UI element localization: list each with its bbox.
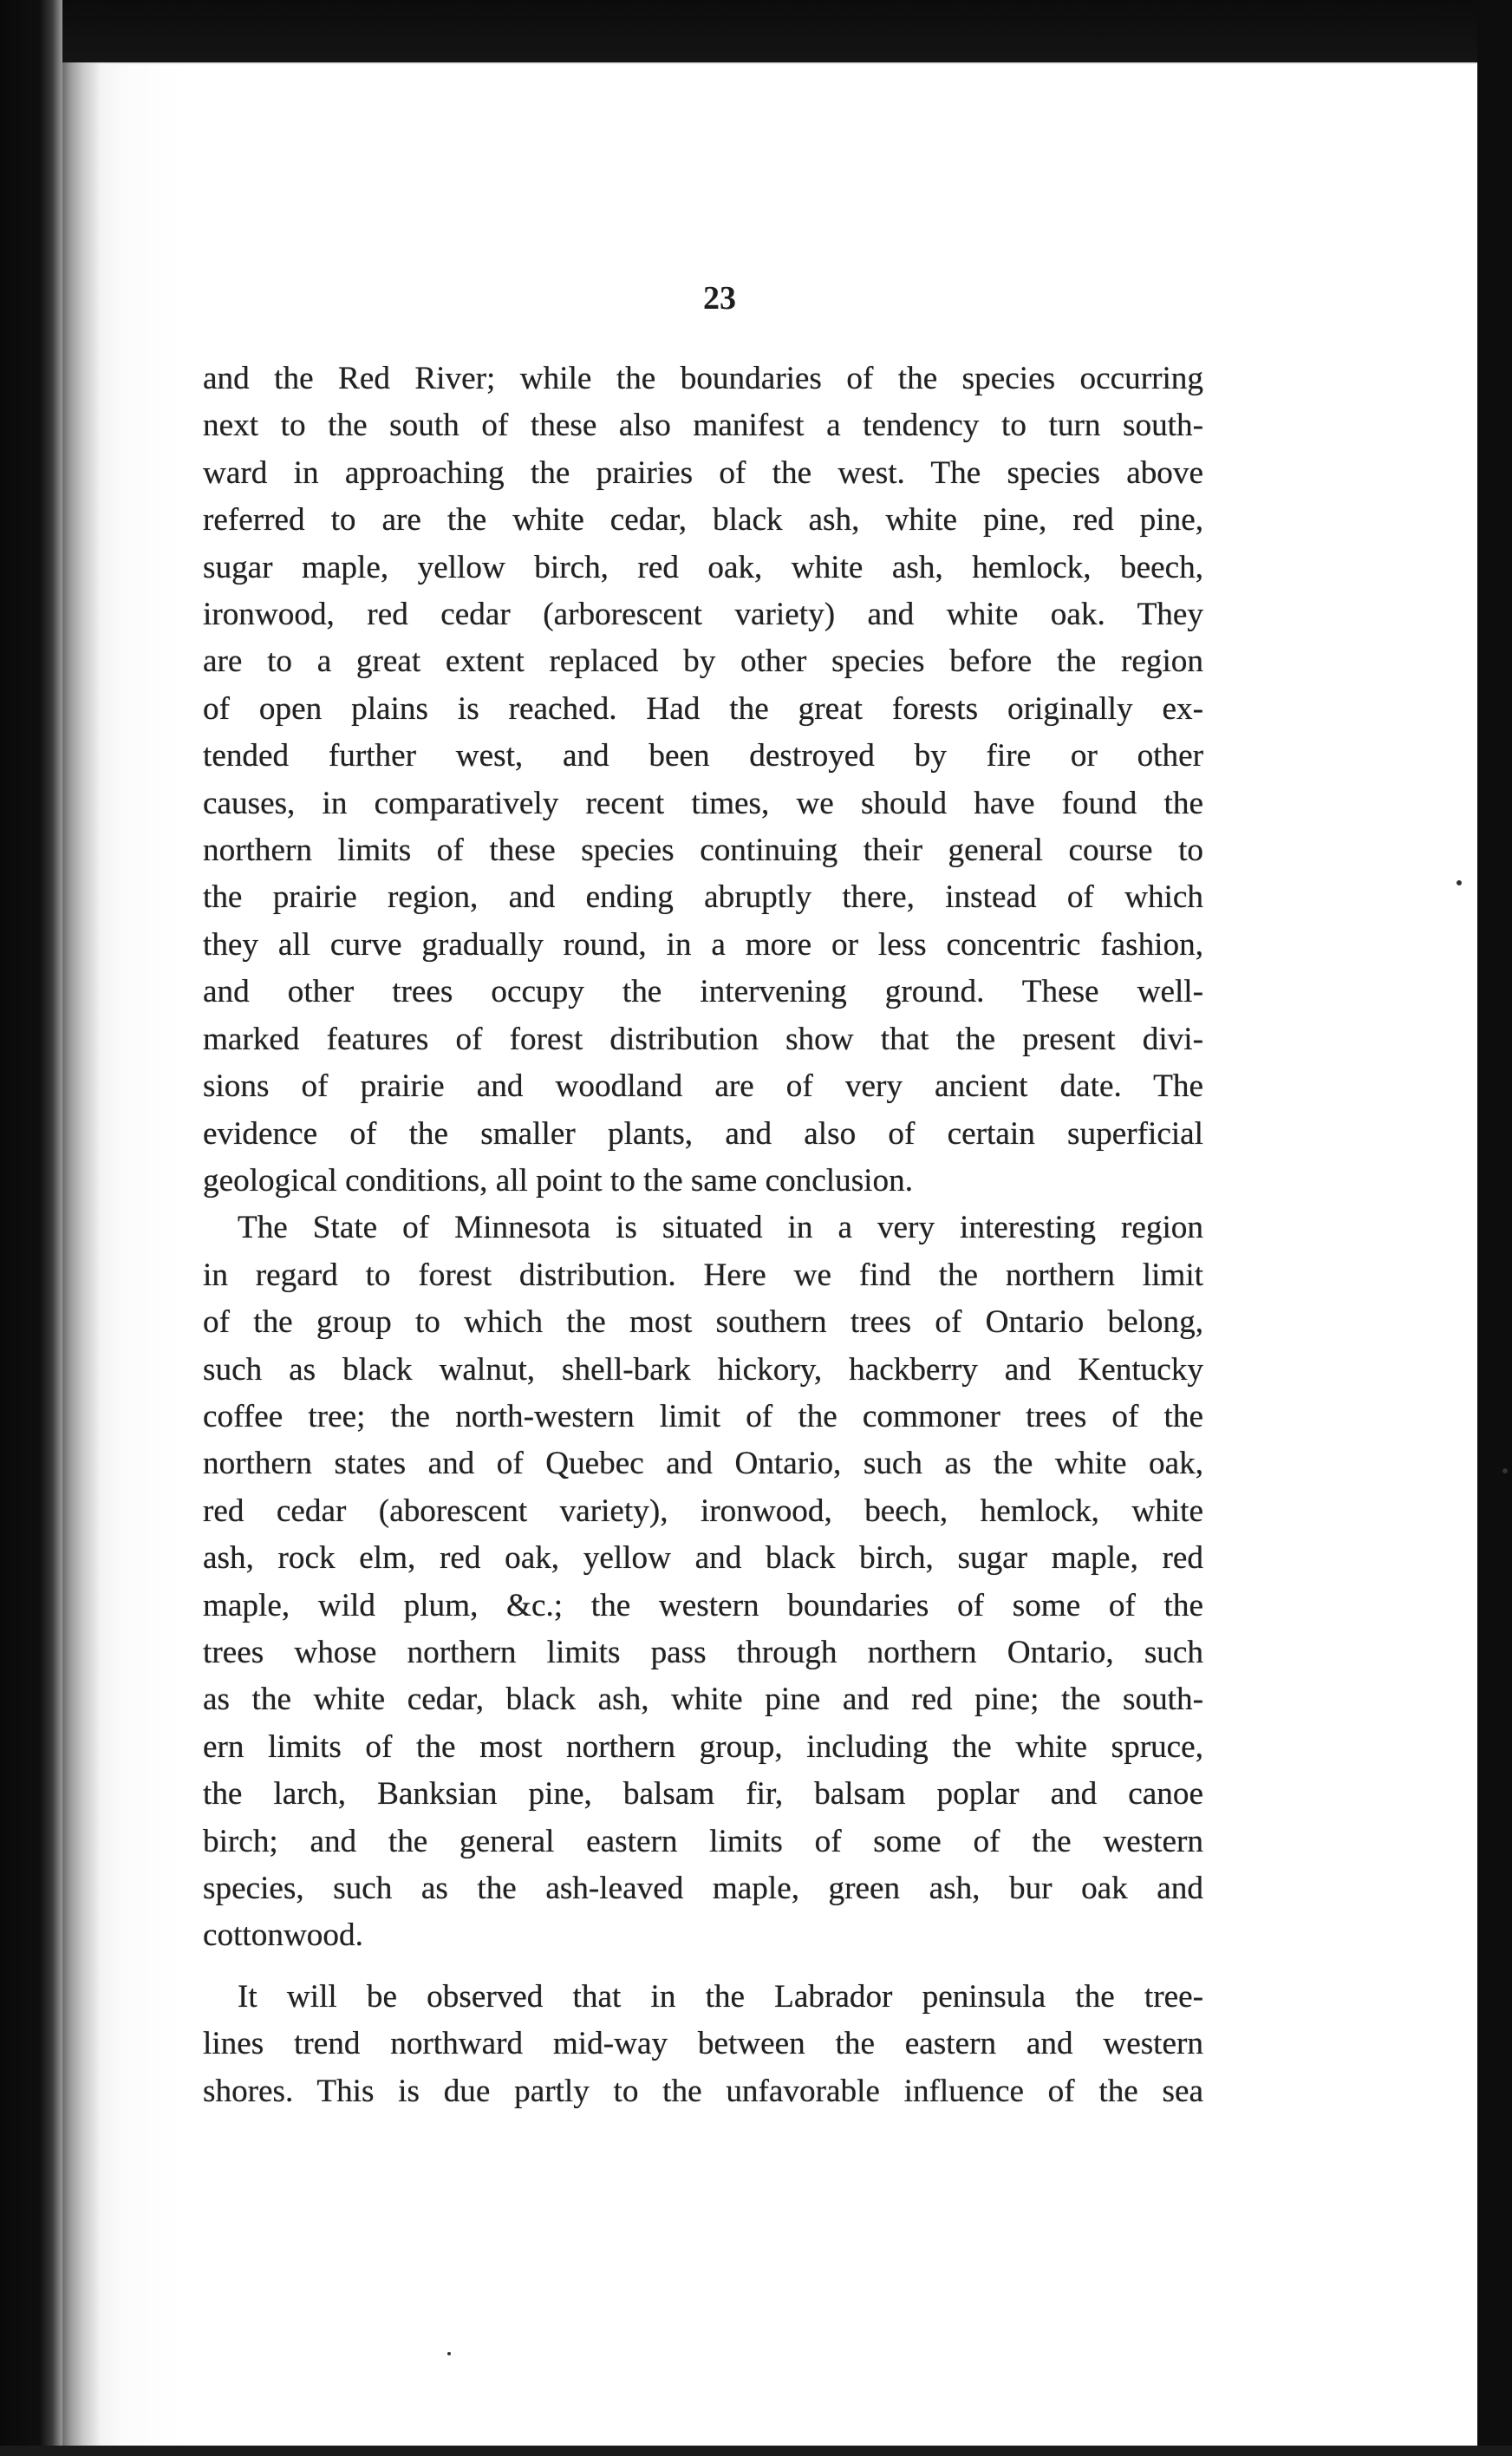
- text-line: referred to are the white cedar, black ash, white pine, red pine,: [203, 502, 1203, 539]
- dust-speck: [447, 2352, 451, 2355]
- text-line: of open plains is reached. Had the great forests originally ex-: [203, 690, 1203, 727]
- scanner-border-right: [1477, 0, 1512, 2456]
- text-line: marked features of forest distribution show that the present divi-: [203, 1021, 1203, 1057]
- book-gutter-shadow: [62, 62, 101, 2446]
- text-line: geological conditions, all point to the same conclusion.: [203, 1162, 913, 1199]
- text-line: the larch, Banksian pine, balsam fir, balsam poplar and canoe: [203, 1776, 1203, 1813]
- paragraph-1: [203, 356, 1203, 1205]
- paragraph-3: [203, 1974, 1203, 2115]
- text-line: birch; and the general eastern limits of some of the western: [203, 1823, 1203, 1859]
- text-line: lines trend northward mid-way between the eastern and western: [203, 2026, 1203, 2062]
- text-line: sions of prairie and woodland are of very ancient date. The: [203, 1068, 1203, 1105]
- scanner-border-left: [0, 0, 62, 2456]
- dust-speck: [1457, 880, 1462, 885]
- scanner-border-bottom: [0, 2446, 1512, 2456]
- text-line: of the group to which the most southern trees of Ontario belong,: [203, 1304, 1203, 1341]
- paragraph-2: [203, 1205, 1203, 1960]
- text-line: in regard to forest distribution. Here we find the northern limit: [203, 1257, 1203, 1293]
- dust-speck: [1502, 1468, 1508, 1473]
- page-number: 23: [703, 280, 736, 317]
- text-line: ern limits of the most northern group, including the white spruce,: [203, 1728, 1203, 1765]
- text-line: such as black walnut, shell-bark hickory, hackberry and Kentucky: [203, 1351, 1203, 1388]
- text-line: tended further west, and been destroyed by fire or other: [203, 738, 1203, 774]
- text-line: ironwood, red cedar (arborescent variety) and white oak. They: [203, 597, 1203, 633]
- text-line: and other trees occupy the intervening ground. These well-: [203, 974, 1203, 1010]
- text-line: next to the south of these also manifest a tendency to turn south-: [203, 408, 1203, 444]
- text-line: evidence of the smaller plants, and also of certain superficial: [203, 1115, 1203, 1152]
- text-line: the prairie region, and ending abruptly there, instead of which: [203, 879, 1203, 916]
- text-line: northern limits of these species continuing their general course to: [203, 833, 1203, 869]
- text-line: causes, in comparatively recent times, we should have found the: [203, 785, 1203, 821]
- text-line: sugar maple, yellow birch, red oak, white ash, hemlock, beech,: [203, 549, 1203, 585]
- text-line: ash, rock elm, red oak, yellow and black birch, sugar maple, red: [203, 1540, 1203, 1577]
- text-line: and the Red River; while the boundaries of the species occurring: [203, 361, 1203, 396]
- text-line: The State of Minnesota is situated in a very interesting region: [238, 1210, 1203, 1246]
- text-line: species, such as the ash-leaved maple, green ash, bur oak and: [203, 1871, 1203, 1906]
- text-line: they all curve gradually round, in a more or less concentric fashion,: [203, 926, 1203, 963]
- text-line: as the white cedar, black ash, white pine and red pine; the south-: [203, 1682, 1203, 1718]
- text-line: It will be observed that in the Labrador peninsula the tree-: [238, 1978, 1203, 2015]
- text-line: red cedar (aborescent variety), ironwood, beech, hemlock, white: [203, 1493, 1203, 1529]
- text-line: cottonwood.: [203, 1917, 363, 1954]
- scanner-border-top: [0, 0, 1512, 62]
- text-line: trees whose northern limits pass through northern Ontario, such: [203, 1634, 1203, 1670]
- text-line: are to a great extent replaced by other species before the region: [203, 643, 1203, 680]
- text-line: ward in approaching the prairies of the west. The species above: [203, 454, 1203, 491]
- text-line: coffee tree; the north-western limit of the commoner trees of the: [203, 1398, 1203, 1434]
- body-text: [203, 356, 1203, 2115]
- text-line: shores. This is due partly to the unfavorable influence of the sea: [203, 2073, 1203, 2109]
- text-line: maple, wild plum, &c.; the western boundaries of some of the: [203, 1587, 1203, 1623]
- text-line: northern states and of Quebec and Ontario, such as the white oak,: [203, 1446, 1203, 1482]
